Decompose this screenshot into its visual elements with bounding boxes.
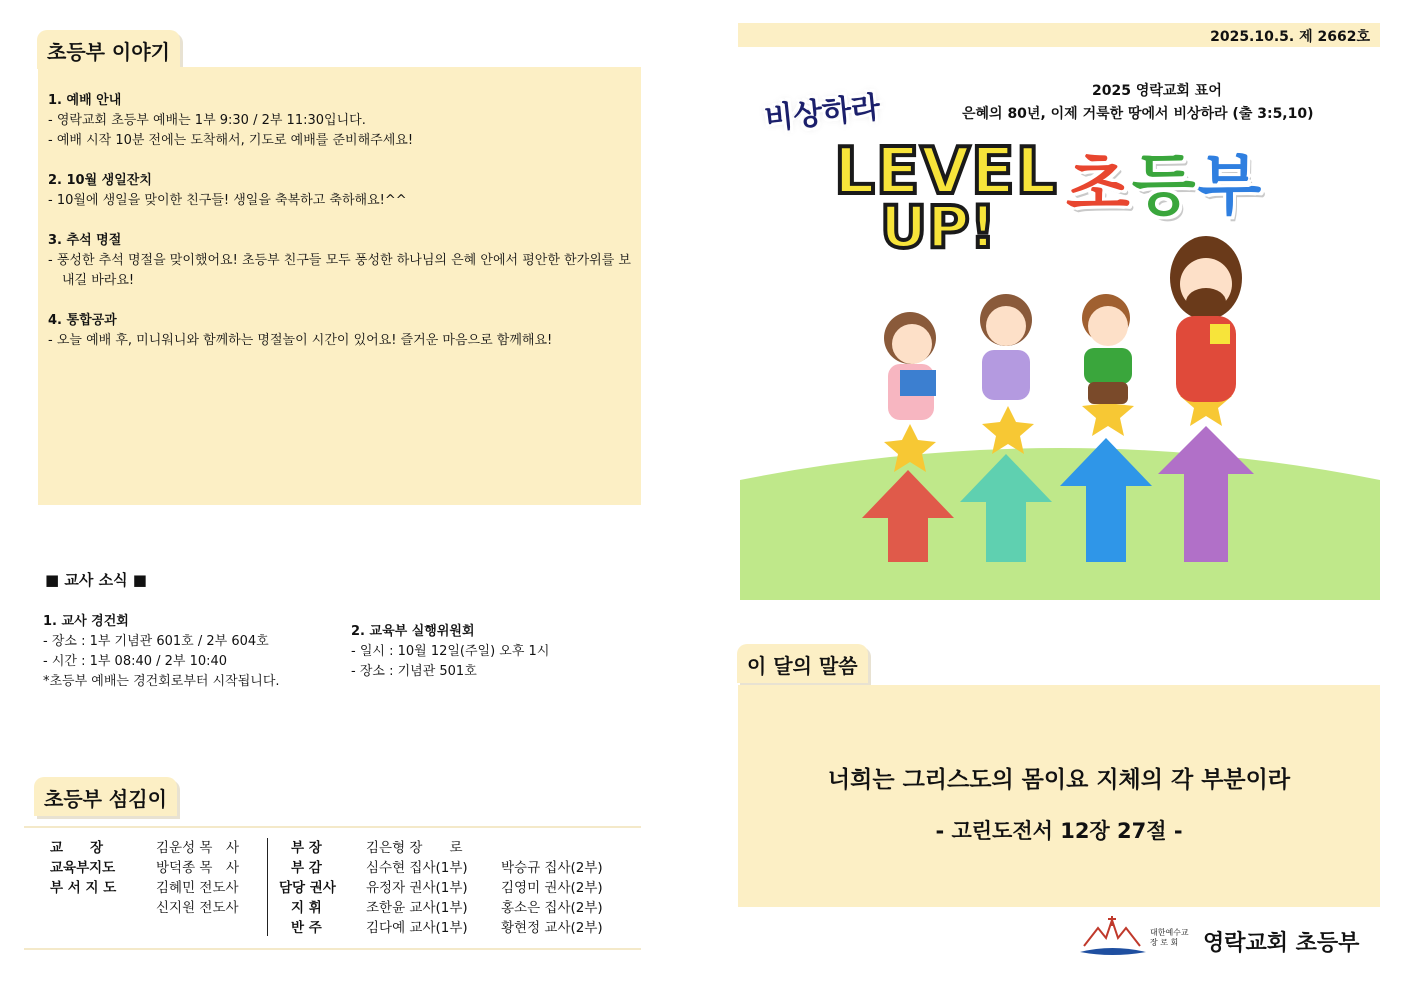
section-title: 3. 추석 명절 — [48, 233, 122, 248]
staff-name: 박승규 집사(2부) — [501, 860, 603, 876]
staff-name: 김은형 장 로 — [366, 840, 463, 856]
level-logo-text: LEVEL — [834, 135, 1058, 209]
staff-name: 김운성 목 사 — [156, 840, 239, 856]
staff-role: 교 장 — [50, 840, 104, 856]
motto-label: 2025 영락교회 표어 — [1092, 83, 1222, 99]
story-panel — [38, 67, 641, 505]
section-title: 4. 통합공과 — [48, 313, 117, 328]
verse-panel — [738, 685, 1380, 907]
denomination-line: 대한예수교 — [1150, 928, 1189, 937]
church-emblem-icon — [1076, 916, 1148, 958]
section-line: - 일시 : 10월 12일(주일) 오후 1시 — [351, 644, 550, 659]
staff-role: 담당 권사 — [279, 880, 336, 896]
girl1-book — [900, 370, 936, 396]
jesus-book — [1210, 324, 1230, 344]
section-line: - 예배 시작 10분 전에는 도착해서, 기도로 예배를 준비해주세요! — [48, 133, 414, 148]
staff-name: 홍소은 집사(2부) — [501, 900, 603, 916]
staff-name: 방덕종 목 사 — [156, 860, 239, 876]
jesus-beard — [1186, 288, 1226, 316]
committee-block — [351, 622, 549, 682]
dept-logo-char: 초 — [1066, 147, 1132, 224]
star-2 — [982, 406, 1034, 454]
story-section-lesson — [48, 311, 631, 351]
story-tab — [37, 30, 180, 69]
denomination-label — [1150, 928, 1189, 948]
verse-text: 너희는 그리스도의 몸이요 지체의 각 부분이라 — [827, 767, 1291, 793]
church-name: 영락교회 초등부 — [1203, 931, 1360, 956]
staff-name: 신지원 전도사 — [156, 900, 239, 916]
section-line: - 장소 : 기념관 501호 — [351, 664, 477, 679]
story-section-worship — [48, 91, 631, 151]
date-bar — [738, 23, 1380, 47]
girl2-dress — [982, 350, 1030, 400]
grass-hill — [740, 448, 1380, 600]
staff-role: 부 장 — [291, 840, 322, 856]
section-line: - 풍성한 추석 명절을 맞이했어요! 초등부 친구들 모두 풍성한 하나님의 은혜 안에서 평안한 한가위를 보내길 바라요! — [48, 253, 631, 288]
section-line: *초등부 예배는 경건회로부터 시작됩니다. — [43, 674, 280, 689]
up-logo-text: UP! — [880, 193, 997, 261]
verse-reference: - 고린도전서 12장 27절 - — [935, 819, 1183, 843]
issue-date: 2025.10.5. 제 2662호 — [1210, 29, 1370, 45]
girl1-face — [892, 324, 932, 364]
staff-role: 부 감 — [291, 860, 322, 876]
story-section-chuseok — [48, 231, 631, 291]
staff-role: 부 서 지 도 — [50, 880, 117, 896]
section-title: 2. 10월 생일잔치 — [48, 173, 152, 188]
girl2-face — [986, 306, 1026, 346]
section-line: - 시간 : 1부 08:40 / 2부 10:40 — [43, 654, 228, 669]
story-section-birthday — [48, 171, 631, 211]
boy-pants — [1088, 382, 1128, 404]
staff-name: 김영미 권사(2부) — [501, 880, 603, 896]
staff-name: 황현정 교사(2부) — [501, 920, 603, 936]
dept-logo-char: 등 — [1131, 147, 1198, 224]
staff-divider — [267, 838, 268, 936]
staff-tab-title: 초등부 섬김이 — [44, 787, 167, 811]
kids-illustration — [740, 228, 1380, 600]
boy-face — [1088, 306, 1128, 346]
staff-role: 지 휘 — [291, 900, 322, 916]
verse-tab-title: 이 달의 말씀 — [747, 654, 858, 678]
section-title: 1. 교사 경건회 — [43, 614, 129, 629]
staff-role: 반 주 — [291, 920, 322, 936]
section-line: - 오늘 예배 후, 미니워니와 함께하는 명절놀이 시간이 있어요! 즐거운 마음으로 함께해요! — [48, 333, 553, 348]
staff-name: 김혜민 전도사 — [156, 880, 239, 896]
verse-tab — [737, 644, 868, 683]
staff-tab — [34, 777, 177, 816]
motto-text: 은혜의 80년, 이제 거룩한 땅에서 비상하라 (출 3:5,10) — [962, 106, 1314, 122]
dept-logo-char: 부 — [1197, 147, 1264, 224]
staff-name: 김다예 교사(1부) — [366, 920, 468, 936]
denomination-line: 장 로 회 — [1150, 938, 1179, 947]
teacher-news-title: ■ 교사 소식 ■ — [45, 571, 147, 589]
boy-shirt — [1084, 348, 1132, 384]
teacher-devotion-block — [43, 612, 280, 692]
staff-name: 조한윤 교사(1부) — [366, 900, 468, 916]
section-line: - 10월에 생일을 맞이한 친구들! 생일을 축복하고 축하해요!^^ — [48, 193, 407, 208]
staff-name: 심수현 집사(1부) — [366, 860, 468, 876]
dept-logo-text — [1066, 132, 1263, 227]
section-line: - 영락교회 초등부 예배는 1부 9:30 / 2부 11:30입니다. — [48, 113, 366, 128]
staff-role: 교육부지도 — [50, 860, 116, 876]
section-line: - 장소 : 1부 기념관 601호 / 2부 604호 — [43, 634, 269, 649]
story-tab-title: 초등부 이야기 — [47, 40, 170, 64]
soar-logo-text: 비상하라 — [762, 90, 882, 137]
staff-name: 유정자 권사(1부) — [366, 880, 468, 896]
section-title: 1. 예배 안내 — [48, 93, 122, 108]
section-title: 2. 교육부 실행위원회 — [351, 624, 475, 639]
